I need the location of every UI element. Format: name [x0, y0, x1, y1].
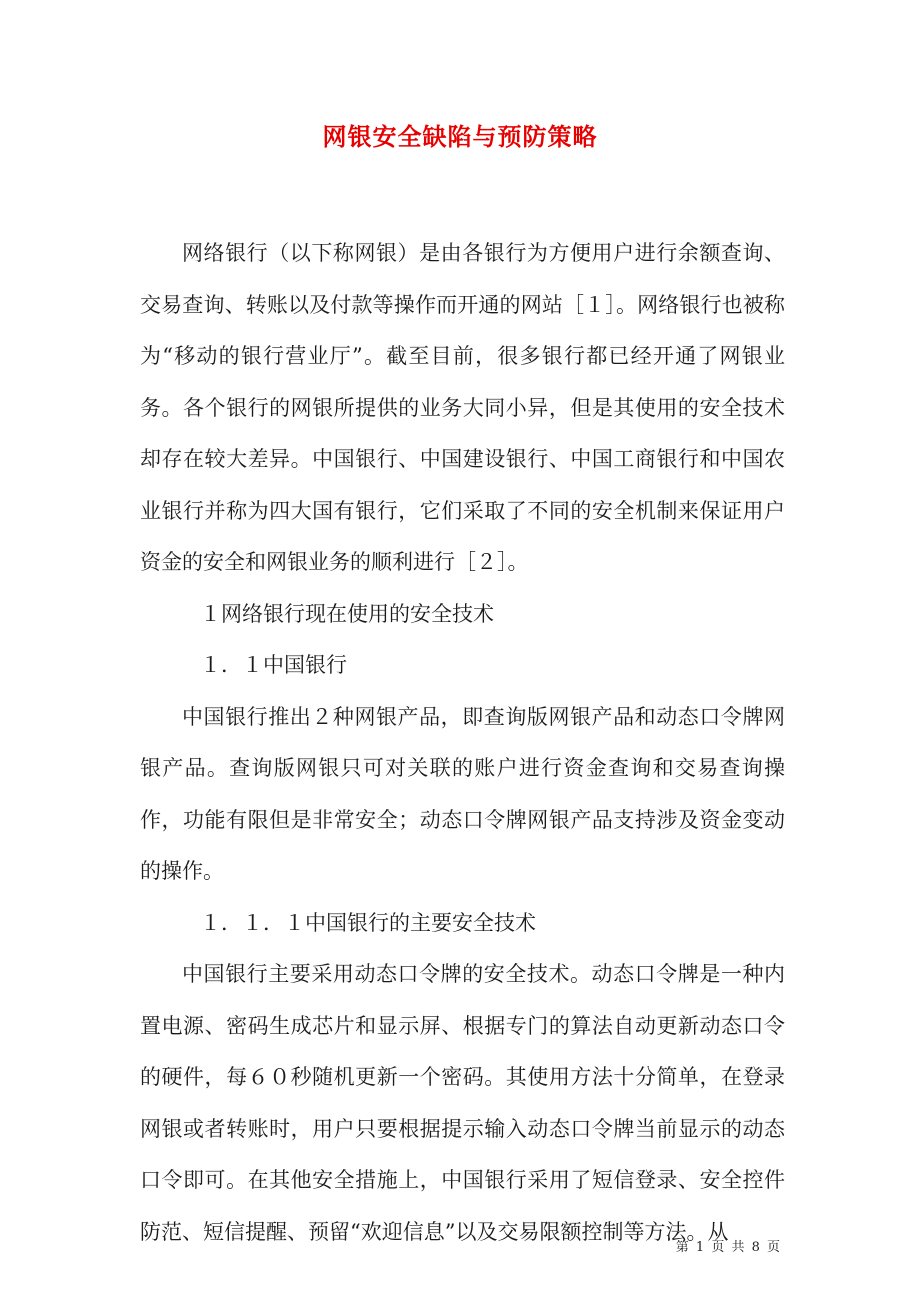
document-body — [140, 228, 785, 1258]
section-heading-1: １网络银行现在使用的安全技术 — [200, 601, 494, 626]
page-number-footer: 第 1 页 共 8 页 — [675, 1240, 780, 1255]
section-heading-1-1: １．１中国银行 — [200, 653, 347, 677]
paragraph-boc-products: 中国银行推出２种网银产品，即查询版网银产品和动态口令牌网银产品。查询版网银只可对关联的账户进行资金查询和交易查询操作，功能有限但是非常安全；动态口令牌网银产品支持涉及资金变动的操作。 — [140, 704, 785, 883]
section-heading-1-1-1: １．１．１中国银行的主要安全技术 — [200, 910, 536, 935]
document-title: 网银安全缺陷与预防策略 — [322, 122, 598, 151]
paragraph-boc-security: 中国银行主要采用动态口令牌的安全技术。动态口令牌是一种内置电源、密码生成芯片和显示屏、根据专门的算法自动更新动态口令的硬件，每６０秒随机更新一个密码。其使用方法十分简单，在登录网银或者转账时，用户只要根据提示输入动态口令牌当前显示的动态口令即可。在其他安全措施上，中国银行采用了短信登录、安全控件防范、短信提醒、预留“欢迎信息”以及交易限额控制等方法。从 — [140, 962, 785, 1244]
paragraph-intro: 网络银行（以下称网银）是由各银行为方便用户进行余额查询、交易查询、转账以及付款等操作而开通的网站［１］。网络银行也被称为“移动的银行营业厅”。截至目前，很多银行都已经开通了网银业务。各个银行的网银所提供的业务大同小异，但是其使用的安全技术却存在较大差异。中国银行、中国建设银行、中国工商银行和中国农业银行并称为四大国有银行，它们采取了不同的安全机制来保证用户资金的安全和网银业务的顺利进行［２］。 — [140, 241, 785, 574]
